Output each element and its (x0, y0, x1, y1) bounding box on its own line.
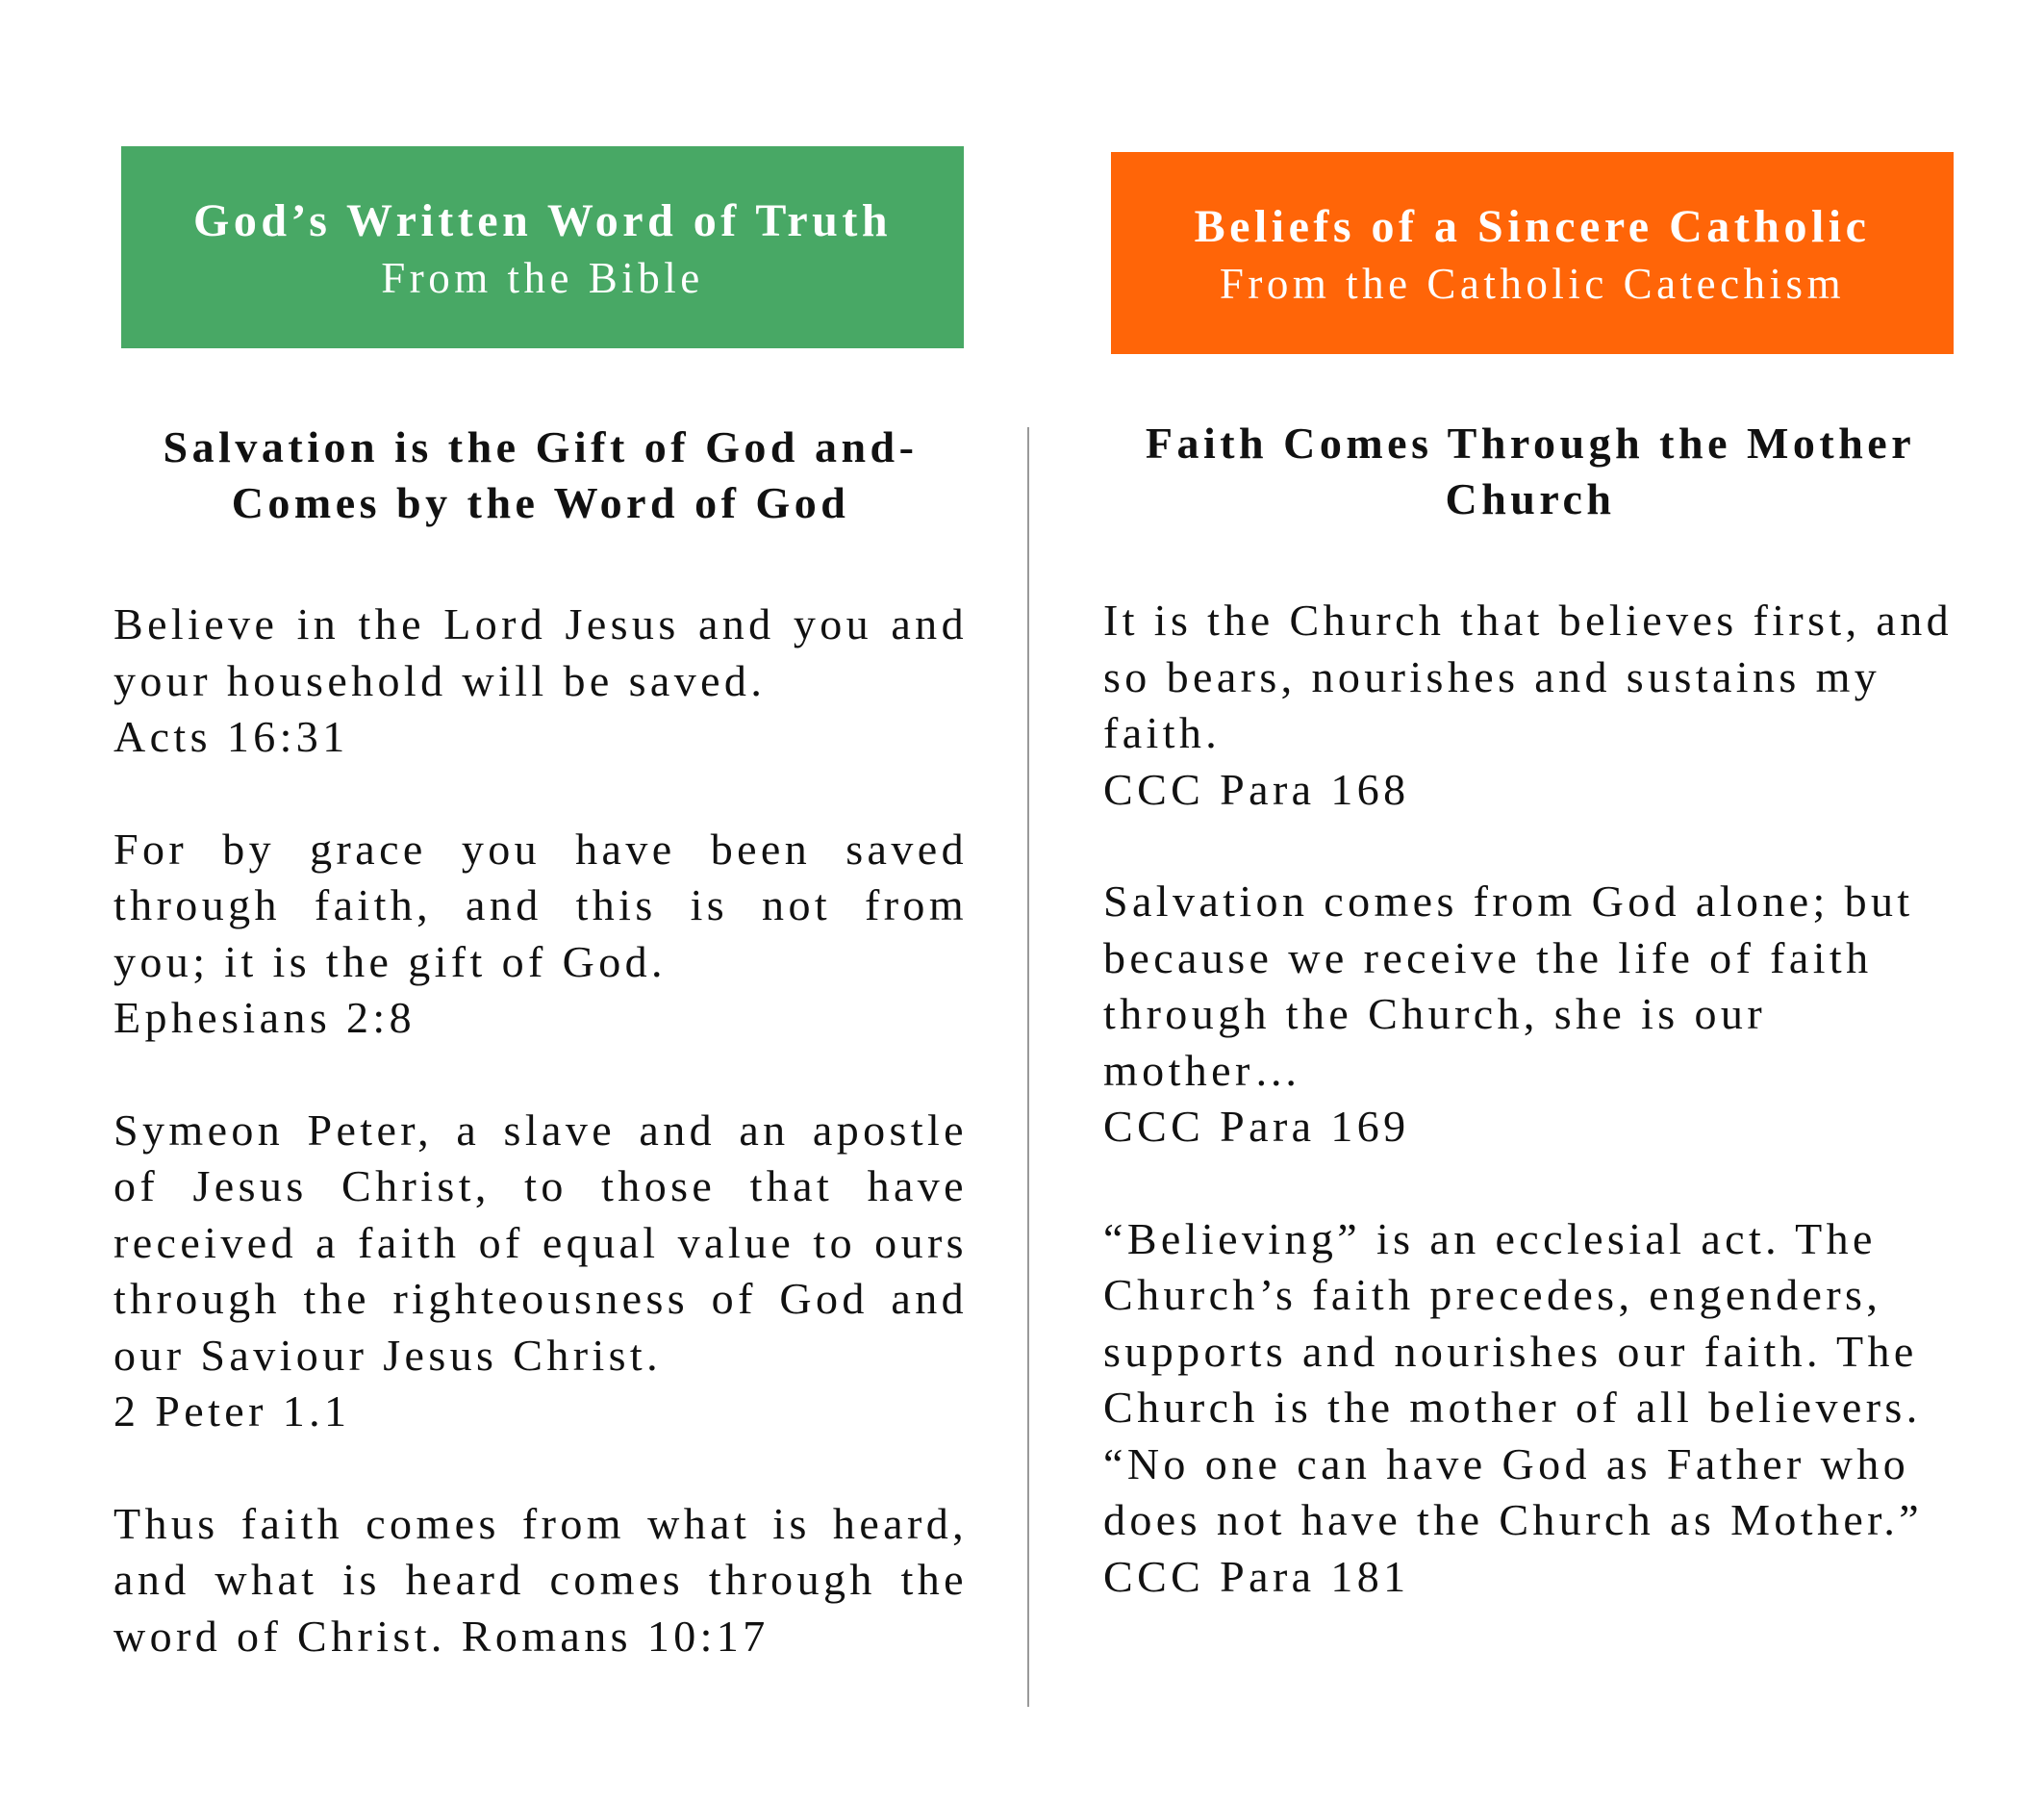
catechism-entry (1103, 874, 1957, 1156)
bible-banner-title: God’s Written Word of Truth (192, 195, 893, 246)
catechism-entry (1103, 593, 1957, 818)
bible-entry (114, 822, 968, 1047)
catechism-reference: CCC Para 181 (1103, 1551, 1410, 1601)
bible-entry (114, 1496, 968, 1665)
bible-quote-text: Thus faith comes from what is heard, and what is heard comes through the word of Christ. (114, 1498, 968, 1661)
column-divider (1027, 427, 1029, 1707)
bible-column (114, 419, 968, 1720)
bible-reference: Ephesians 2:8 (114, 993, 416, 1042)
catechism-reference: CCC Para 168 (1103, 764, 1410, 814)
catechism-banner (1111, 152, 1954, 354)
catechism-reference: CCC Para 169 (1103, 1102, 1410, 1151)
bible-quote-with-reference (114, 1496, 968, 1665)
bible-banner (121, 146, 964, 348)
bible-quote: Believe in the Lord Jesus and you and your household will be saved. (114, 599, 968, 705)
catechism-entry (1103, 1211, 1957, 1606)
bible-reference: Acts 16:31 (114, 712, 349, 761)
bible-entry (114, 1103, 968, 1440)
bible-quote: Symeon Peter, a slave and an apostle of Jesus Christ, to those that have received a faith of equal value to ours through the righteousness of God and our Saviour Jesus Christ. (114, 1105, 968, 1380)
catechism-banner-title: Beliefs of a Sincere Catholic (1194, 201, 1871, 252)
catechism-column (1103, 416, 1957, 1661)
bible-heading (114, 419, 968, 531)
bible-reference: Romans 10:17 (461, 1611, 770, 1661)
catechism-quote: “Believing” is an ecclesial act. The Church’s faith precedes, engenders, supports and nourishes our faith. The Church is the mother of all believers. “No one can have God as Father who does not have the Church as Mother.” (1103, 1213, 1924, 1544)
bible-banner-subtitle: From the Bible (381, 254, 704, 302)
catechism-heading-line-1: Faith Comes Through the Mother (1145, 419, 1916, 468)
bible-entry (114, 597, 968, 766)
bible-quote: For by grace you have been saved through faith, and this is not from you; it is the gift of God. (114, 824, 968, 986)
catechism-banner-subtitle: From the Catholic Catechism (1219, 260, 1846, 308)
catechism-heading (1103, 416, 1957, 527)
catechism-heading-line-2: Church (1445, 474, 1616, 523)
bible-heading-line-2: Comes by the Word of God (231, 478, 850, 527)
catechism-quote: Salvation comes from God alone; but because we receive the life of faith through the Church, she is our mother… (1103, 877, 1914, 1095)
catechism-quote: It is the Church that believes first, and so bears, nourishes and sustains my faith. (1103, 596, 1954, 757)
bible-reference: 2 Peter 1.1 (114, 1386, 351, 1436)
bible-heading-line-1: Salvation is the Gift of God and- (163, 422, 919, 471)
